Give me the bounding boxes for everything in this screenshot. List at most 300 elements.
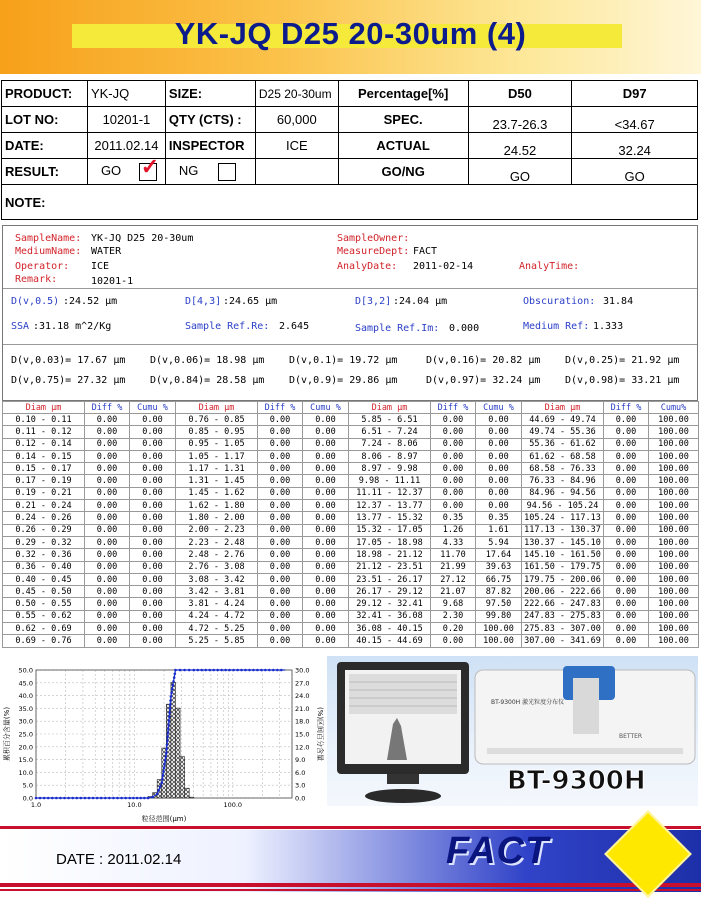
cumulative-point — [108, 797, 111, 800]
cumulative-point — [162, 774, 165, 777]
cell-diff: 0.00 — [85, 500, 130, 512]
cell-cumu: 100.00 — [649, 414, 699, 426]
cell-diff: 0.00 — [85, 610, 130, 622]
cell-diam: 18.98 - 21.12 — [349, 549, 431, 561]
cell-cumu: 0.00 — [303, 500, 349, 512]
cumulative-point — [256, 669, 259, 672]
cell-diff: 0.00 — [85, 623, 130, 635]
cell-cumu: 17.64 — [476, 549, 522, 561]
col-header-cumu: Cumu % — [476, 402, 522, 414]
cell-diam: 0.14 - 0.15 — [3, 450, 85, 462]
cell-diff: 2.30 — [431, 610, 476, 622]
left-tick-label: 40.0 — [18, 692, 33, 701]
cell-diam: 0.26 - 0.29 — [3, 524, 85, 536]
cumulative-point — [159, 785, 162, 788]
cell-diam: 1.45 - 1.62 — [176, 487, 258, 499]
table-row — [3, 524, 699, 536]
cell-diam: 3.81 - 4.24 — [176, 598, 258, 610]
ref-im-value: 0.000 — [449, 323, 480, 334]
model-name: BT-9300H — [507, 766, 646, 796]
cell-diam: 94.56 - 105.24 — [522, 500, 604, 512]
cumulative-point — [55, 797, 58, 800]
cell-diam: 0.40 - 0.45 — [3, 573, 85, 585]
x-tick-label: 100.0 — [223, 801, 243, 809]
result-ng-cell — [165, 159, 255, 185]
cell-diam: 307.00 - 341.69 — [522, 635, 604, 647]
right-tick-label: 27.0 — [295, 679, 310, 688]
remark: 10201-1 — [91, 276, 134, 287]
histogram-bar — [185, 788, 190, 798]
cell-diam: 1.31 - 1.45 — [176, 475, 258, 487]
sample-name-label: SampleName: — [15, 233, 82, 244]
monitor-stand — [365, 789, 441, 803]
left-tick-label: 20.0 — [18, 743, 33, 752]
medium-ref-label: Medium Ref: — [523, 321, 590, 332]
cumulative-point — [276, 669, 279, 672]
go-checkbox[interactable] — [139, 153, 160, 181]
col-header-cumu: Cumu % — [303, 402, 349, 414]
cell-diff: 0.00 — [431, 487, 476, 499]
cell-cumu: 0.00 — [130, 438, 176, 450]
cell-diff: 0.35 — [431, 512, 476, 524]
cell-diff: 4.33 — [431, 536, 476, 548]
right-tick-label: 6.0 — [295, 768, 306, 777]
cell-cumu: 100.00 — [649, 487, 699, 499]
cell-cumu: 99.80 — [476, 610, 522, 622]
cumulative-point — [75, 797, 78, 800]
cell-diam: 17.05 - 18.98 — [349, 536, 431, 548]
cumulative-point — [169, 707, 172, 710]
lot-value: 10201-1 — [87, 107, 165, 133]
medium-name-label: MediumName: — [15, 246, 82, 257]
cumulative-point — [252, 669, 255, 672]
cell-cumu: 0.00 — [130, 549, 176, 561]
cell-cumu: 87.82 — [476, 586, 522, 598]
cell-cumu: 0.00 — [303, 549, 349, 561]
cumulative-point — [168, 715, 171, 718]
cell-diff: 0.00 — [258, 561, 303, 573]
cumulative-point — [208, 669, 211, 672]
table-row — [3, 598, 699, 610]
table-row — [3, 438, 699, 450]
cell-diff: 0.00 — [85, 512, 130, 524]
cumulative-point — [157, 789, 160, 792]
x-tick-label: 10.0 — [127, 801, 142, 809]
cumulative-point — [170, 691, 173, 694]
cell-diam: 8.97 - 9.98 — [349, 463, 431, 475]
cell-cumu: 0.00 — [303, 438, 349, 450]
cell-diam: 2.23 - 2.48 — [176, 536, 258, 548]
cell-diff: 11.70 — [431, 549, 476, 561]
cumulative-point — [88, 797, 91, 800]
table-row — [3, 450, 699, 462]
cell-cumu: 1.61 — [476, 524, 522, 536]
table-row — [3, 586, 699, 598]
cell-diff: 0.00 — [431, 463, 476, 475]
cell-cumu: 100.00 — [649, 463, 699, 475]
left-tick-label: 50.0 — [18, 666, 33, 675]
cell-diff: 0.00 — [604, 635, 649, 647]
percentile: D(v,0.98)= 33.21 μm — [565, 375, 680, 386]
cell-diam: 247.83 - 275.83 — [522, 610, 604, 622]
cell-diff: 0.00 — [258, 573, 303, 585]
cumulative-point — [188, 669, 191, 672]
cell-diam: 9.98 - 11.11 — [349, 475, 431, 487]
table-row — [3, 426, 699, 438]
cell-diam: 4.24 - 4.72 — [176, 610, 258, 622]
y-axis-label-left: 累积百分含量(%) — [3, 706, 11, 762]
cell-cumu: 0.00 — [303, 414, 349, 426]
cell-diff: 0.00 — [431, 500, 476, 512]
right-tick-label: 3.0 — [295, 781, 306, 790]
cell-diff: 0.00 — [85, 426, 130, 438]
footer-date: DATE : 2011.02.14 — [56, 851, 182, 868]
cumulative-point — [47, 797, 50, 800]
cell-cumu: 0.00 — [130, 573, 176, 585]
footer-line — [0, 883, 701, 887]
owner-label: SampleOwner: — [337, 233, 410, 244]
cell-diam: 0.24 - 0.26 — [3, 512, 85, 524]
cell-cumu: 0.00 — [130, 623, 176, 635]
cell-cumu: 100.00 — [649, 512, 699, 524]
gong-d97: GO — [572, 159, 698, 185]
table-row — [3, 610, 699, 622]
cell-diff: 0.00 — [431, 426, 476, 438]
cell-diam: 0.11 - 0.12 — [3, 426, 85, 438]
cell-diff: 0.00 — [258, 623, 303, 635]
cell-cumu: 0.00 — [303, 598, 349, 610]
d43-value: :24.65 μm — [223, 296, 278, 307]
cell-cumu: 100.00 — [649, 426, 699, 438]
cell-diff: 0.00 — [604, 549, 649, 561]
cell-diff: 0.00 — [604, 450, 649, 462]
cell-diff: 0.00 — [85, 414, 130, 426]
ng-text: NG — [178, 162, 199, 178]
cell-cumu: 0.00 — [130, 536, 176, 548]
cumulative-point — [59, 797, 62, 800]
ssa-value: :31.18 m^2/Kg — [33, 321, 112, 332]
cumulative-point — [100, 797, 103, 800]
cell-diam: 0.55 - 0.62 — [3, 610, 85, 622]
cell-diam: 0.10 - 0.11 — [3, 414, 85, 426]
cell-diff: 0.00 — [85, 475, 130, 487]
cell-diff: 0.00 — [85, 524, 130, 536]
cumulative-point — [212, 669, 215, 672]
cell-diff: 0.00 — [604, 561, 649, 573]
note-cell: NOTE: — [2, 185, 698, 220]
cell-cumu: 0.00 — [303, 561, 349, 573]
cell-diam: 0.12 - 0.14 — [3, 438, 85, 450]
cumulative-point — [236, 669, 239, 672]
table-row — [3, 573, 699, 585]
cell-diam: 32.41 - 36.08 — [349, 610, 431, 622]
date-label: DATE: — [2, 133, 88, 159]
cell-cumu: 0.00 — [130, 487, 176, 499]
ref-re-label: Sample Ref.Re: — [185, 321, 270, 332]
cell-diff: 0.00 — [604, 524, 649, 536]
cell-diff: 0.00 — [431, 438, 476, 450]
product-label: PRODUCT: — [2, 81, 88, 107]
cumulative-point — [92, 797, 95, 800]
cell-diam: 0.76 - 0.85 — [176, 414, 258, 426]
cell-diam: 76.33 - 84.96 — [522, 475, 604, 487]
cell-diff: 0.00 — [258, 549, 303, 561]
cell-diff: 0.00 — [604, 426, 649, 438]
percentile: D(v,0.1)= 19.72 μm — [289, 355, 398, 366]
qty-value: 60,000 — [255, 107, 338, 133]
cumulative-point — [147, 797, 150, 800]
inspector-value: ICE — [255, 133, 338, 159]
cumulative-point — [268, 669, 271, 672]
cumulative-point — [124, 797, 127, 800]
cell-diam: 0.69 - 0.76 — [3, 635, 85, 647]
dv05-label: D(v,0.5) — [11, 296, 60, 307]
cell-cumu: 100.00 — [649, 475, 699, 487]
right-tick-label: 24.0 — [295, 692, 310, 701]
cell-cumu: 100.00 — [649, 635, 699, 647]
cell-diff: 0.00 — [604, 610, 649, 622]
cell-diff: 0.00 — [604, 500, 649, 512]
cell-diff: 0.00 — [258, 610, 303, 622]
left-tick-label: 10.0 — [18, 768, 33, 777]
cumulative-point — [167, 723, 170, 726]
cumulative-point — [143, 797, 146, 800]
inspector-label: INSPECTOR — [165, 133, 255, 159]
col-header-diam: Diam μm — [349, 402, 431, 414]
table-row — [3, 500, 699, 512]
cell-cumu: 0.00 — [476, 463, 522, 475]
table-row — [3, 463, 699, 475]
spec-table — [1, 80, 698, 220]
left-tick-label: 0.0 — [22, 794, 33, 803]
cumulative-point — [132, 797, 135, 800]
col-header-diff: Diff % — [604, 402, 649, 414]
cumulative-point — [168, 711, 171, 714]
cumulative-point — [104, 797, 107, 800]
footer-line — [0, 826, 701, 829]
footer-line — [0, 889, 701, 891]
cell-diff: 0.00 — [258, 487, 303, 499]
col-header-diff: Diff % — [258, 402, 303, 414]
cell-diam: 161.50 - 179.75 — [522, 561, 604, 573]
cell-diff: 0.00 — [604, 573, 649, 585]
cumulative-point — [167, 731, 170, 734]
cumulative-point — [192, 669, 195, 672]
percentile: D(v,0.75)= 27.32 μm — [11, 375, 126, 386]
cell-diam: 4.72 - 5.25 — [176, 623, 258, 635]
ssa-label: SSA — [11, 321, 30, 332]
cell-diam: 68.58 - 76.33 — [522, 463, 604, 475]
cell-cumu: 0.00 — [130, 426, 176, 438]
cell-cumu: 0.00 — [303, 524, 349, 536]
cell-diff: 0.00 — [258, 500, 303, 512]
analy-date: 2011-02-14 — [413, 261, 474, 272]
percentile: D(v,0.16)= 20.82 μm — [426, 355, 541, 366]
cumulative-point — [165, 748, 168, 751]
cell-diff: 0.00 — [604, 623, 649, 635]
cumulative-point — [179, 669, 182, 672]
product-value: YK-JQ — [87, 81, 165, 107]
cell-cumu: 100.00 — [649, 438, 699, 450]
cumulative-point — [196, 669, 199, 672]
checkmark-icon: ✓ — [140, 153, 160, 179]
date-value: 2011.02.14 — [87, 133, 165, 159]
cell-diam: 0.15 - 0.17 — [3, 463, 85, 475]
cell-diam: 0.19 - 0.21 — [3, 487, 85, 499]
left-tick-label: 45.0 — [18, 679, 33, 688]
cell-diam: 5.85 - 6.51 — [349, 414, 431, 426]
cumulative-point — [168, 719, 171, 722]
left-tick-label: 5.0 — [22, 781, 33, 790]
cumulative-point — [216, 669, 219, 672]
histogram-bar — [180, 757, 185, 798]
cumulative-point — [272, 669, 275, 672]
cell-diff: 0.00 — [85, 463, 130, 475]
cell-diam: 21.12 - 23.51 — [349, 561, 431, 573]
dv05-value: :24.52 μm — [63, 296, 118, 307]
percentile: D(v,0.06)= 18.98 μm — [150, 355, 265, 366]
cell-cumu: 0.00 — [130, 561, 176, 573]
table-row — [3, 475, 699, 487]
gong-d50: GO — [468, 159, 572, 185]
gong-label: GO/NG — [338, 159, 468, 185]
cell-diff: 0.00 — [258, 512, 303, 524]
percentage-header: Percentage[%] — [338, 81, 468, 107]
cumulative-point — [84, 797, 87, 800]
cell-cumu: 5.94 — [476, 536, 522, 548]
cell-cumu: 0.00 — [130, 512, 176, 524]
cell-diam: 55.36 - 61.62 — [522, 438, 604, 450]
cell-diam: 12.37 - 13.77 — [349, 500, 431, 512]
sample-name: YK-JQ D25 20-30um — [91, 233, 194, 244]
cumulative-point — [136, 797, 139, 800]
d32-label: D[3,2] — [355, 296, 392, 307]
cell-diam: 222.66 - 247.83 — [522, 598, 604, 610]
cell-diff: 0.00 — [85, 586, 130, 598]
cumulative-point — [164, 755, 167, 758]
cell-cumu: 100.00 — [649, 586, 699, 598]
actual-d97: 32.24 — [572, 133, 698, 159]
spec-d97: <34.67 — [572, 107, 698, 133]
cumulative-point — [166, 739, 169, 742]
cumulative-point — [228, 669, 231, 672]
right-tick-label: 18.0 — [295, 717, 310, 726]
cell-diam: 0.85 - 0.95 — [176, 426, 258, 438]
cumulative-point — [39, 797, 42, 800]
cumulative-point — [167, 727, 170, 730]
actual-d50: 24.52 — [468, 133, 572, 159]
cumulative-point — [71, 797, 74, 800]
cell-diff: 0.00 — [258, 598, 303, 610]
brand-label: BETTER — [619, 733, 643, 740]
cell-diff: 21.99 — [431, 561, 476, 573]
d32-value: :24.04 μm — [393, 296, 448, 307]
page-title: YK-JQ D25 20-30um (4) — [174, 16, 527, 51]
cell-cumu: 100.00 — [649, 500, 699, 512]
table-row — [3, 635, 699, 647]
ng-checkbox[interactable] — [218, 163, 236, 181]
cell-diff: 0.00 — [431, 475, 476, 487]
cell-cumu: 0.00 — [130, 524, 176, 536]
cumulative-point — [169, 703, 172, 706]
cell-cumu: 100.00 — [649, 623, 699, 635]
d43-label: D[4,3] — [185, 296, 222, 307]
distribution-table — [2, 401, 699, 648]
cell-diam: 7.24 - 8.06 — [349, 438, 431, 450]
device-label: BT-9300H 激光粒度分布仪 — [491, 699, 565, 706]
actual-label: ACTUAL — [338, 133, 468, 159]
cumulative-point — [204, 669, 207, 672]
cell-cumu: 0.00 — [476, 450, 522, 462]
cell-diff: 0.00 — [431, 635, 476, 647]
cell-cumu: 39.63 — [476, 561, 522, 573]
cell-diff: 0.00 — [258, 426, 303, 438]
cumulative-point — [224, 669, 227, 672]
cumulative-point — [35, 797, 38, 800]
operator-label: Operator: — [15, 261, 70, 272]
cumulative-point — [170, 695, 173, 698]
cell-diff: 1.26 — [431, 524, 476, 536]
cell-cumu: 100.00 — [649, 450, 699, 462]
cell-diff: 0.00 — [85, 573, 130, 585]
cell-diff: 0.00 — [258, 438, 303, 450]
table-row — [3, 414, 699, 426]
cell-diff: 0.00 — [431, 414, 476, 426]
cell-diff: 0.00 — [258, 524, 303, 536]
cell-cumu: 100.00 — [649, 610, 699, 622]
cumulative-point — [96, 797, 99, 800]
cell-diam: 23.51 - 26.17 — [349, 573, 431, 585]
operator: ICE — [91, 261, 110, 272]
cumulative-point — [174, 669, 177, 672]
cell-diff: 0.00 — [604, 414, 649, 426]
cell-cumu: 100.00 — [649, 598, 699, 610]
left-tick-label: 15.0 — [18, 756, 33, 765]
cell-cumu: 0.00 — [303, 586, 349, 598]
spec-label: SPEC. — [338, 107, 468, 133]
cell-diam: 1.05 - 1.17 — [176, 450, 258, 462]
cell-diff: 0.00 — [85, 635, 130, 647]
cell-diam: 44.69 - 49.74 — [522, 414, 604, 426]
cell-diam: 2.00 - 2.23 — [176, 524, 258, 536]
cell-diam: 6.51 - 7.24 — [349, 426, 431, 438]
cell-diam: 49.74 - 55.36 — [522, 426, 604, 438]
cell-diff: 0.00 — [258, 475, 303, 487]
cell-diam: 200.06 - 222.66 — [522, 586, 604, 598]
x-axis-label: 粒径范围(μm) — [141, 815, 187, 823]
cell-diam: 3.08 - 3.42 — [176, 573, 258, 585]
cell-diff: 0.00 — [85, 450, 130, 462]
cell-diff: 0.00 — [85, 438, 130, 450]
cell-cumu: 0.00 — [303, 536, 349, 548]
cell-cumu: 0.00 — [303, 426, 349, 438]
cell-diff: 0.00 — [258, 536, 303, 548]
y-axis-label-right: (%)区间百分含量 — [316, 706, 324, 762]
lot-label: LOT NO: — [2, 107, 88, 133]
cumulative-point — [162, 770, 165, 773]
table-row — [3, 487, 699, 499]
cumulative-point — [120, 797, 123, 800]
col-header-diam: Diam μm — [3, 402, 85, 414]
cumulative-point — [183, 669, 186, 672]
table-row — [3, 549, 699, 561]
cell-diff: 0.00 — [258, 463, 303, 475]
histogram-bar — [175, 708, 180, 798]
cell-cumu: 0.00 — [303, 610, 349, 622]
cumulative-point — [67, 797, 70, 800]
size-value: D25 20-30um — [255, 81, 338, 107]
cell-cumu: 0.00 — [476, 475, 522, 487]
